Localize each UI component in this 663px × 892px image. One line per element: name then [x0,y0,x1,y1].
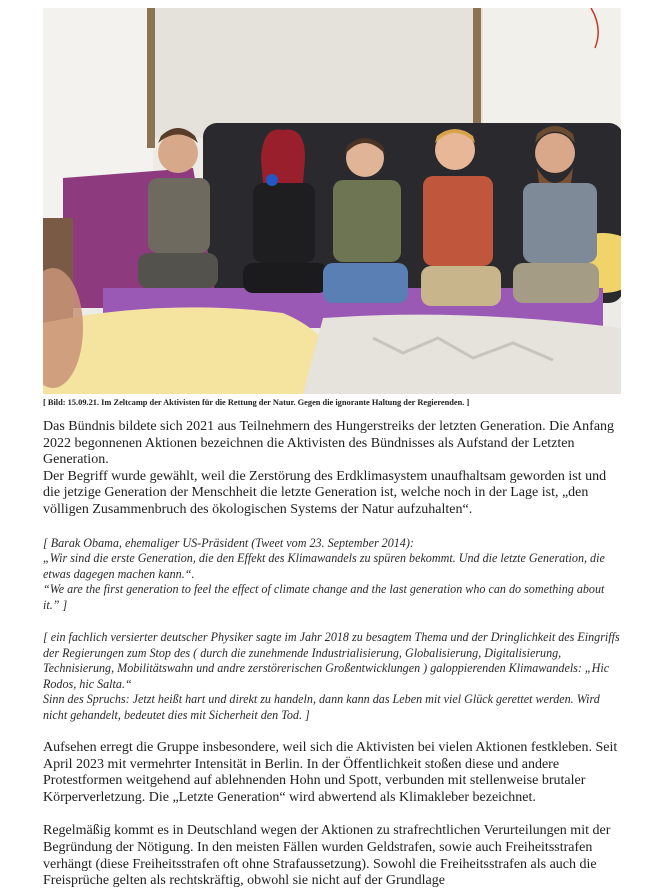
quote-obama-english: “We are the first generation to feel the effect of climate change and the last generation who can do something about it.” ] [43,582,605,612]
photo-caption: [ Bild: 15.09.21. Im Zeltcamp der Aktivisten für die Rettung der Natur. Gegen die ignorante Haltung der Regierenden. ] [43,398,470,407]
paragraph-begriff: Der Begriff wurde gewählt, weil die Zerstörung des Erdklimasystem unaufhaltsam geworden ist und die jetzige Generation der Menschheit die letzte Generation ist, welche noch in der Lage ist, „den völligen Zusammenbruch des ökologischen Systems der Natur aufzuhalten“. [43,468,607,517]
paragraph-verurteilungen: Regelmäßig kommt es in Deutschland wegen der Aktionen zu strafrechtlichen Verurteilungen mit der Begründung der Nötigung. In den meisten Fällen wurden Geldstrafen, sowie auch Freiheitsstrafen verhängt (diese Freiheitsstrafen oft ohne Strafaussetzung). Sowohl die Freiheitsstrafen als auch die Freisprüche gelten als rechtskräftig, obwohl sie nicht auf der Grundlage [43,823,611,889]
activists-photo-illustration [43,8,621,394]
activists-photo [43,8,621,394]
quote-obama-german: „Wir sind die erste Generation, die den Effekt des Klimawandels zu spüren bekommt. Und die letzte Generation, die etwas dagegen machen kann.“. [43,551,605,581]
paragraph-aufsehen: Aufsehen erregt die Gruppe insbesondere, weil sich die Aktivisten bei vielen Aktionen festkleben. Seit April 2023 mit vermehrter Intensität in Berlin. In der Öffentlichkeit stoßen diese und andere Protestformen weitgehend auf ablehnenden Hohn und Spott, verbunden mit stellenweise brutaler Körperverletzung. Die „Letzte Generation“ wird abwertend als Klimakleber bezeichnet. [43,740,618,805]
quote-obama-attribution: [ Barak Obama, ehemaliger US-Präsident (Tweet vom 23. September 2014): [43,535,414,550]
article-page [43,0,621,890]
quote-physicist: [ ein fachlich versierter deutscher Physiker sagte im Jahr 2018 zu besagtem Thema und der Dringlichkeit des Eingriffs der Regierungen zum Stop des ( durch die zunehmende Industrialisierung, Globalisierung, Digitalisierung, Technisierung, Mobilitätswahn und andre zerstörerischen Großentwicklungen ) galoppierenden Klimawandels: „Hic Rodos, hic Salta.“ [43,630,620,691]
quote-physicist-meaning: Sinn des Spruchs: Jetzt heißt hart und direkt zu handeln, dann kann das Leben mit viel Glück gerettet werden. Wird nicht gehandelt, bedeutet dies mit Sicherheit den Tod. ] [43,692,600,722]
paragraph-buendnis: Das Bündnis bildete sich 2021 aus Teilnehmern des Hungerstreiks der letzten Generation. Die Anfang 2022 begonnenen Aktionen bezeichnen die Aktivisten des Bündnisses als Aufstand der Letzten Generation. [43,419,615,468]
